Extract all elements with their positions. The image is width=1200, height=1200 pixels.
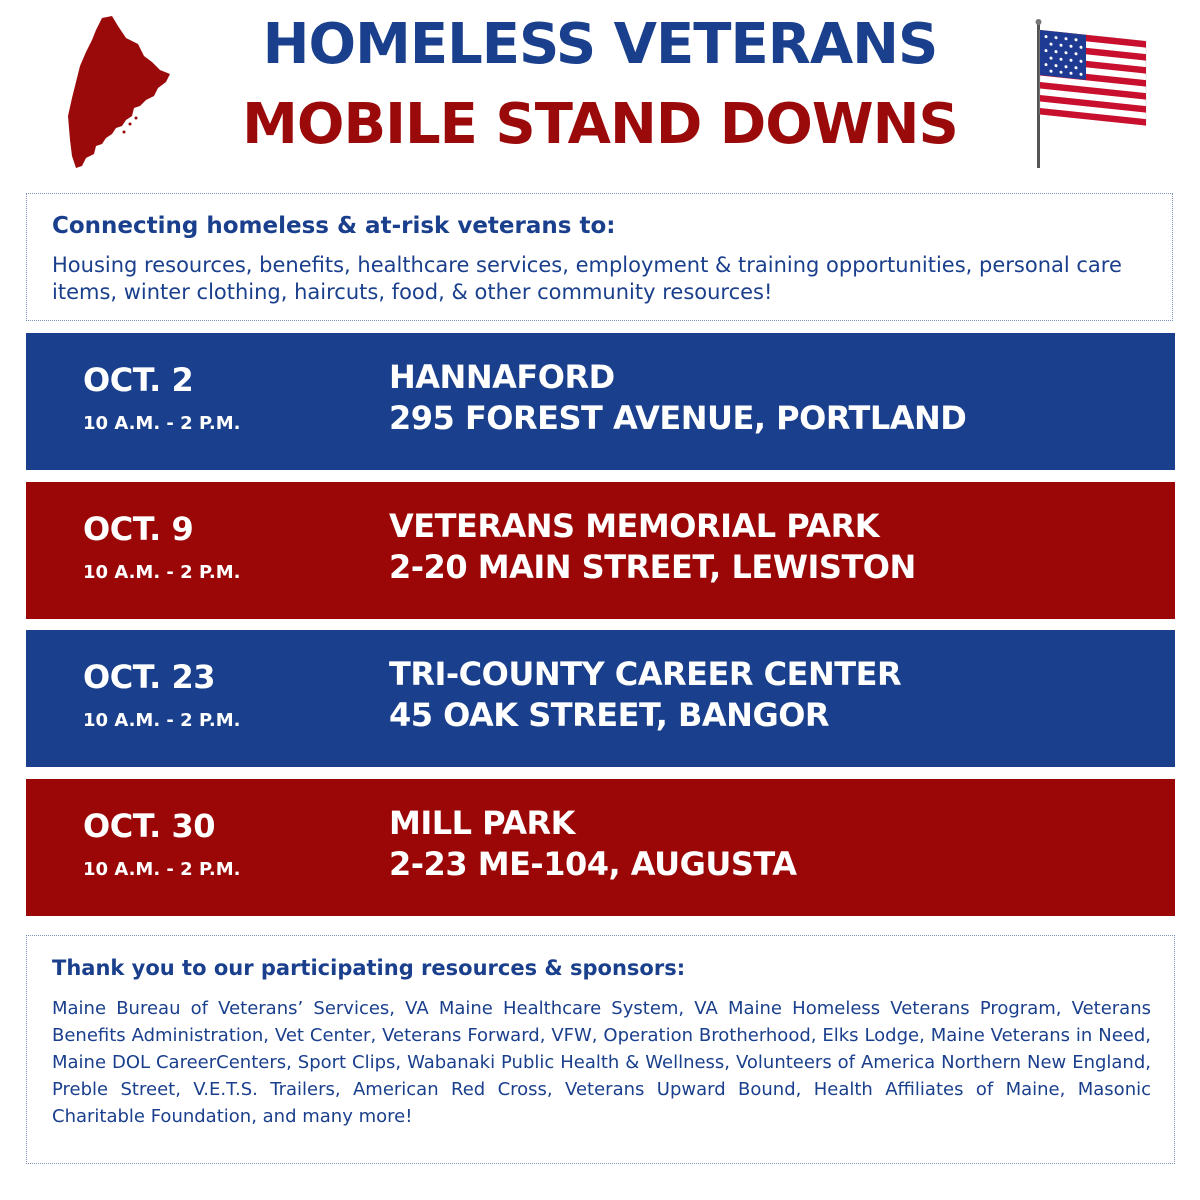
event-time: 10 A.M. - 2 P.M.	[83, 859, 241, 880]
event-row-augusta	[26, 779, 1175, 916]
event-venue: MILL PARK	[389, 804, 575, 842]
event-date: OCT. 30	[83, 807, 215, 845]
intro-box	[26, 193, 1173, 321]
event-address: 45 OAK STREET, BANGOR	[389, 696, 830, 734]
event-address: 2-23 ME-104, AUGUSTA	[389, 845, 797, 883]
sponsors-body: Maine Bureau of Veterans’ Services, VA Maine Healthcare System, VA Maine Homeless Veterans Program, Veterans Benefits Administration, Vet Center, Veterans Forward, VFW, Operation Brotherhood, Elks Lodge, Maine Veterans in Need, Maine DOL CareerCenters, Sport Clips, Wabanaki Public Health & Wellness, Volunteers of America Northern New England, Preble Street, V.E.T.S. Trailers, American Red Cross, Veterans Upward Bound, Health Affiliates of Maine, Masonic Charitable Foundation, and many more!	[52, 998, 1151, 1127]
event-date: OCT. 23	[83, 658, 215, 696]
maine-state-icon	[66, 16, 172, 170]
event-address: 2-20 MAIN STREET, LEWISTON	[389, 548, 916, 586]
event-venue: VETERANS MEMORIAL PARK	[389, 507, 879, 545]
title-homeless-veterans: HOMELESS VETERANS	[262, 12, 938, 77]
sponsors-box	[26, 935, 1175, 1164]
sponsors-heading: Thank you to our participating resources & sponsors:	[52, 956, 686, 980]
event-venue: HANNAFORD	[389, 358, 615, 396]
event-row-lewiston	[26, 482, 1175, 619]
event-time: 10 A.M. - 2 P.M.	[83, 413, 241, 434]
event-time: 10 A.M. - 2 P.M.	[83, 710, 241, 731]
event-time: 10 A.M. - 2 P.M.	[83, 562, 241, 583]
header	[0, 0, 1200, 180]
event-row-portland	[26, 333, 1175, 470]
event-date: OCT. 2	[83, 361, 194, 399]
event-row-bangor	[26, 630, 1175, 767]
american-flag-icon	[1030, 18, 1154, 170]
intro-heading: Connecting homeless & at-risk veterans to:	[52, 213, 616, 239]
intro-body: Housing resources, benefits, healthcare services, employment & training opportunities, personal care items, winter clothing, haircuts, food, & other community resources!	[52, 253, 1122, 304]
event-address: 295 FOREST AVENUE, PORTLAND	[389, 399, 967, 437]
event-venue: TRI-COUNTY CAREER CENTER	[389, 655, 902, 693]
title-mobile-stand-downs: MOBILE STAND DOWNS	[242, 92, 958, 157]
event-date: OCT. 9	[83, 510, 194, 548]
